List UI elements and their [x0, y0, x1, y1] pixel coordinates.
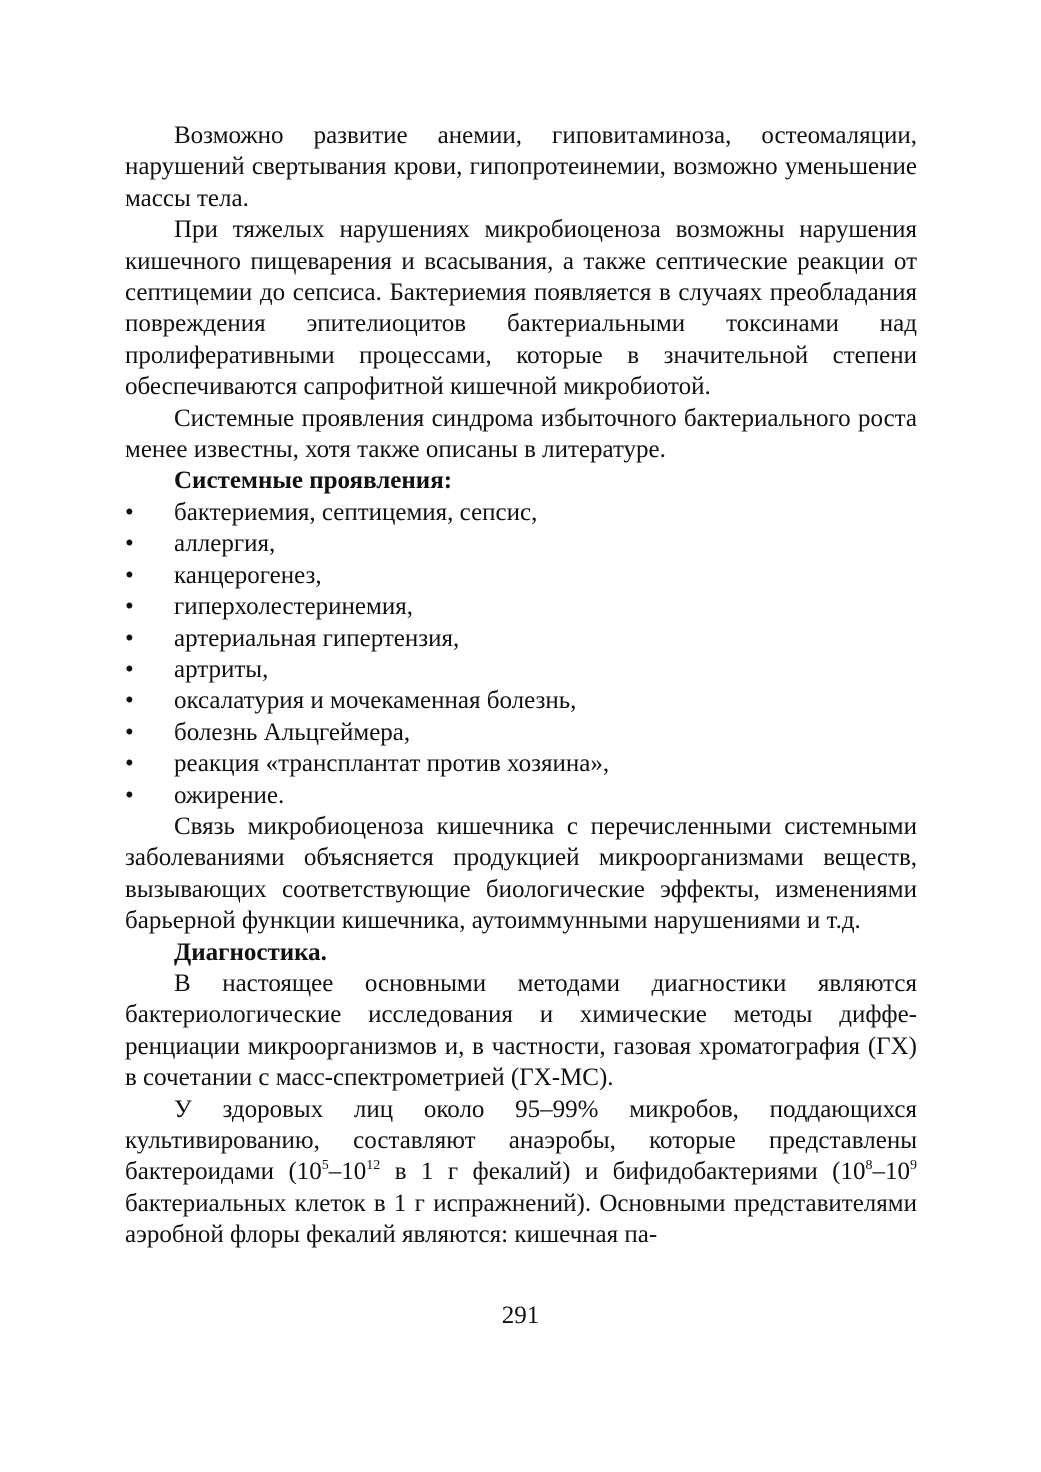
paragraph-healthy-flora: У здоровых лиц около 95–99% микробов, поддающихся культивированию, составляют анаэробы, которые представлены бактероидами ($10^5-10^{12}$ в 1 г фекалий) и бифидобактериями ($10^8-10^9$ бактериальных клеток в 1 г испражнений). Основными представителями аэробной флоры фекалий являются: кишечная па-: [125, 1095, 918, 1249]
bullet-icon: •: [125, 781, 134, 809]
list-item: • ожирение.: [125, 780, 917, 811]
superscript-exponent: 8: [865, 1158, 873, 1174]
paragraph-severe-disorders: При тяжелых нарушениях микробиоценоза возможны нарушения кишечного пищеварения и всасывания, а также септические реакции от септицемии до сепсиса. Бактериемия появляется в случаях преобладания повреждения эпителиоцитов бактериальными токсинами над пролиферативными процессами, которые в значительной степени обеспечиваются сапрофитной кишечной микробиотой.: [125, 216, 917, 401]
paragraph-diagnostic-methods: В настоящее основными методами диагностики являются бактериологические исследования и химические методы дифференциации микроорганизмов и, в частности, газовая хроматография (ГХ) в сочетании с масс-спектрометрией (ГХ-МС).: [125, 969, 917, 1092]
bullet-icon: •: [125, 750, 134, 778]
bullet-icon: •: [125, 687, 134, 715]
list-item: • бактериемия, септицемия, сепсис,: [125, 497, 917, 528]
bullet-icon: •: [125, 718, 134, 746]
systemic-manifestations-list: [125, 497, 917, 811]
bullet-icon: •: [125, 624, 134, 652]
list-item: • артриты,: [125, 654, 917, 685]
list-item: • болезнь Альцгеймера,: [125, 717, 917, 748]
paragraph-microbiocenosis-link: Связь микробиоценоза кишечника с перечисленными системными заболеваниями объясняется продукцией микроорганизмами веществ, вызывающих соответствующие биологические эффекты, изменениями барьерной функции кишечника, аутоиммунными нарушениями и т.д.: [125, 812, 917, 935]
paragraph-anemia: Возможно развитие анемии, гиповитаминоза, остеомаляции, нарушений свертывания крови, гипопротеинемии, возможно уменьшение массы тела.: [125, 122, 917, 212]
bullet-icon: •: [125, 561, 134, 589]
heading-systemic-manifestations: Системные проявления:: [174, 467, 453, 495]
superscript-exponent: 5: [321, 1158, 329, 1174]
list-item: • артериальная гипертензия,: [125, 623, 917, 654]
heading-diagnostics: Диагностика.: [174, 938, 327, 966]
list-item: • гиперхолестеринемия,: [125, 591, 917, 622]
bullet-icon: •: [125, 530, 134, 558]
bullet-icon: •: [125, 655, 134, 683]
list-item: • оксалатурия и мочекаменная болезнь,: [125, 685, 917, 716]
bullet-icon: •: [125, 498, 134, 526]
document-page: [125, 120, 917, 1251]
superscript-exponent: 12: [366, 1158, 381, 1174]
paragraph-systemic-overgrowth: Системные проявления синдрома избыточного бактериального роста менее известны, хотя также описаны в литературе.: [125, 404, 917, 464]
list-item: • канцерогенез,: [125, 560, 917, 591]
bullet-icon: •: [125, 593, 134, 621]
superscript-exponent: 9: [910, 1158, 918, 1174]
page-number: 291: [501, 1302, 540, 1329]
list-item: • реакция «трансплантат против хозяина»,: [125, 748, 917, 779]
list-item: • аллергия,: [125, 528, 917, 559]
